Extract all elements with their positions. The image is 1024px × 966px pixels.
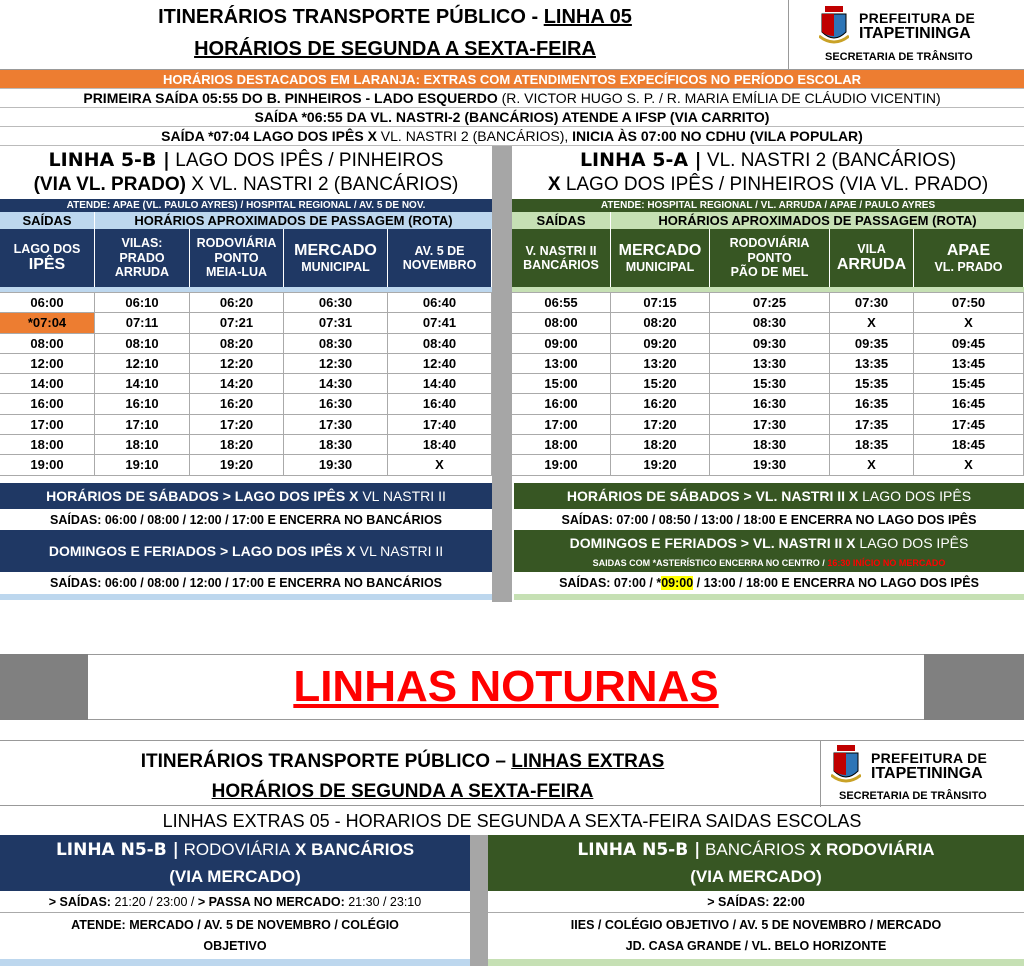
table-row	[0, 293, 492, 313]
table-row	[512, 334, 1024, 354]
table-cell: 17:10	[95, 415, 190, 434]
orange-notice: HORÁRIOS DESTACADOS EM LARANJA: EXTRAS COM ATENDIMENTOS EXPECÍFICOS NO PERÍODO ESCOLAR	[0, 70, 1024, 89]
banner-left-block	[0, 654, 88, 720]
column-header: VILAS: PRADO ARRUDA	[95, 229, 190, 287]
table-cell: 19:30	[710, 455, 830, 474]
table-cell: 13:45	[914, 354, 1024, 373]
table-cell: 15:35	[830, 374, 914, 393]
table-row	[0, 334, 492, 354]
table-cell: 17:00	[0, 415, 95, 434]
table-cell: 17:20	[611, 415, 710, 434]
column-header: APAE VL. PRADO	[914, 229, 1024, 287]
table-cell: 06:10	[95, 293, 190, 312]
rota-header: HORÁRIOS APROXIMADOS DE PASSAGEM (ROTA)	[134, 213, 453, 228]
table-cell: 15:20	[611, 374, 710, 393]
table-cell: 19:00	[512, 455, 611, 474]
table-cell: 17:00	[512, 415, 611, 434]
column-header: LAGO DOS IPÊS	[0, 229, 95, 287]
line-5b-subtitle: (VIA VL. PRADO) X VL. NASTRI 2 (BANCÁRIOS)	[33, 174, 459, 195]
table-cell: 07:30	[830, 293, 914, 312]
column-header: RODOVIÁRIA PONTO PÃO DE MEL	[710, 229, 830, 287]
extras-title: LINHAS EXTRAS 05 - HORARIOS DE SEGUNDA A SEXTA-FEIRA SAIDAS ESCOLAS	[162, 810, 862, 831]
page-header	[0, 0, 1024, 70]
table-row	[512, 415, 1024, 435]
table-row	[0, 313, 492, 333]
right-footer-strip	[514, 594, 1024, 600]
noturnas-banner: LINHAS NOTURNAS	[88, 654, 924, 720]
n5b-right-title: LINHA N5-B | BANCÁRIOS X RODOVIÁRIA (VIA MERCADO)	[488, 835, 1024, 891]
table-row	[512, 455, 1024, 475]
table-cell: 12:00	[0, 354, 95, 373]
table-row	[512, 293, 1024, 313]
line-5a-column-headers	[512, 229, 1024, 287]
page-subtitle: HORÁRIOS DE SEGUNDA A SEXTA-FEIRA	[194, 38, 596, 60]
table-cell: 09:35	[830, 334, 914, 353]
banner-right-block	[924, 654, 1024, 720]
table-cell: 18:20	[190, 435, 284, 454]
table-cell: 08:10	[95, 334, 190, 353]
line-5a-subtitle: X LAGO DOS IPÊS / PINHEIROS (VIA VL. PRADO)	[547, 174, 989, 195]
table-cell: X	[830, 313, 914, 332]
table-cell: 16:00	[0, 394, 95, 413]
table-cell: 16:45	[914, 394, 1024, 413]
logo-line3: SECRETARIA DE TRÂNSITO	[839, 790, 987, 802]
line-5b-header-row	[0, 212, 492, 229]
table-cell: 07:21	[190, 313, 284, 332]
table-cell: 17:40	[388, 415, 492, 434]
table-cell: X	[388, 455, 492, 474]
table-cell: 17:30	[284, 415, 388, 434]
table-cell: 18:20	[611, 435, 710, 454]
left-sunday-times: SAÍDAS: 06:00 / 08:00 / 12:00 / 17:00 E ENCERRA NO BANCÁRIOS	[49, 576, 443, 590]
table-cell: X	[914, 313, 1024, 332]
table-cell: 07:50	[914, 293, 1024, 312]
table-cell: 16:40	[388, 394, 492, 413]
saidas-header: SAÍDAS	[512, 212, 611, 229]
table-cell: 07:11	[95, 313, 190, 332]
table-cell: 09:20	[611, 334, 710, 353]
logo-line1: PREFEITURA DE	[859, 10, 976, 26]
column-header: MERCADO MUNICIPAL	[284, 229, 388, 287]
notice-line2: SAÍDA *06:55 DA VL. NASTRI-2 (BANCÁRIOS) ATENDE A IFSP (VIA CARRITO)	[0, 108, 1024, 127]
table-cell: 15:00	[512, 374, 611, 393]
column-header: VILA ARRUDA	[830, 229, 914, 287]
table-cell: 18:35	[830, 435, 914, 454]
n5b-left-atende: ATENDE: MERCADO / AV. 5 DE NOVEMBRO / COLÉGIO OBJETIVO	[71, 918, 399, 953]
table-cell: 12:10	[95, 354, 190, 373]
table-row	[512, 313, 1024, 333]
city-crest-icon	[819, 6, 849, 46]
table-cell: 07:41	[388, 313, 492, 332]
left-saturday-title: HORÁRIOS DE SÁBADOS > LAGO DOS IPÊS X VL NASTRI II	[0, 483, 492, 509]
table-cell: 06:40	[388, 293, 492, 312]
table-cell: 08:20	[190, 334, 284, 353]
table-row	[512, 394, 1024, 414]
prefeitura-logo	[788, 0, 1024, 70]
column-header: AV. 5 DE NOVEMBRO	[388, 229, 492, 287]
column-separator	[492, 146, 512, 602]
table-cell: 06:55	[512, 293, 611, 312]
table-cell: 19:20	[190, 455, 284, 474]
table-cell: 13:00	[512, 354, 611, 373]
table-row	[512, 435, 1024, 455]
line-5a-schedule	[512, 293, 1024, 476]
left-saturday-times: SAÍDAS: 06:00 / 08:00 / 12:00 / 17:00 E ENCERRA NO BANCÁRIOS	[49, 512, 443, 527]
table-cell: X	[830, 455, 914, 474]
column-header: RODOVIÁRIA PONTO MEIA-LUA	[190, 229, 284, 287]
logo-line2: ITAPETININGA	[859, 25, 971, 42]
table-cell: 14:10	[95, 374, 190, 393]
line-5b-schedule	[0, 293, 492, 476]
saidas-header: SAÍDAS	[0, 212, 95, 229]
table-cell: 08:40	[388, 334, 492, 353]
table-cell: 18:10	[95, 435, 190, 454]
column-separator-2	[470, 835, 488, 966]
table-row	[0, 394, 492, 414]
right-footer-strip-2	[488, 959, 1024, 966]
table-cell: 17:20	[190, 415, 284, 434]
left-sunday-title: DOMINGOS E FERIADOS > LAGO DOS IPÊS X VL NASTRI II	[0, 530, 492, 572]
table-cell: 16:30	[284, 394, 388, 413]
line-5b-title: LINHA 5-B | LAGO DOS IPÊS / PINHEIROS	[48, 149, 444, 171]
right-saturday-title: HORÁRIOS DE SÁBADOS > VL. NASTRI II X LAGO DOS IPÊS	[514, 483, 1024, 509]
table-cell: 14:40	[388, 374, 492, 393]
table-cell: 13:20	[611, 354, 710, 373]
n5b-left-title: LINHA N5-B | RODOVIÁRIA X BANCÁRIOS (VIA MERCADO)	[0, 835, 470, 891]
right-sunday-times: SAÍDAS: 07:00 / * 09:00 / 13:00 / 18:00 E ENCERRA NO LAGO DOS IPÊS	[559, 576, 979, 590]
table-cell: 19:10	[95, 455, 190, 474]
prefeitura-logo-2	[820, 741, 1024, 807]
table-cell: 16:00	[512, 394, 611, 413]
table-cell: 18:45	[914, 435, 1024, 454]
table-cell: 12:40	[388, 354, 492, 373]
n5b-right-atende: IIES / COLÉGIO OBJETIVO / AV. 5 DE NOVEMBRO / MERCADO JD. CASA GRANDE / VL. BELO HORIZONTE	[570, 918, 942, 953]
table-cell: 18:00	[512, 435, 611, 454]
table-cell: 09:00	[512, 334, 611, 353]
table-cell: 16:10	[95, 394, 190, 413]
rota-header: HORÁRIOS APROXIMADOS DE PASSAGEM (ROTA)	[658, 213, 977, 228]
table-cell: 18:00	[0, 435, 95, 454]
column-header: V. NASTRI II BANCÁRIOS	[512, 229, 611, 287]
line-5b-atende: ATENDE: APAE (VL. PAULO AYRES) / HOSPITAL REGIONAL / AV. 5 DE NOV.	[0, 199, 492, 212]
table-cell: 15:45	[914, 374, 1024, 393]
table-cell: 13:35	[830, 354, 914, 373]
table-cell: 19:30	[284, 455, 388, 474]
line-5a-title: LINHA 5-A | VL. NASTRI 2 (BANCÁRIOS)	[579, 149, 957, 171]
table-row	[0, 455, 492, 475]
table-cell: 08:00	[0, 334, 95, 353]
table-cell: 19:00	[0, 455, 95, 474]
table-cell: 06:30	[284, 293, 388, 312]
table-row	[512, 374, 1024, 394]
n5b-left-saidas: > SAÍDAS: 21:20 / 23:00 / > PASSA NO MERCADO: 21:30 / 23:10	[0, 891, 470, 913]
table-cell: 17:35	[830, 415, 914, 434]
table-row	[0, 435, 492, 455]
table-cell: 14:00	[0, 374, 95, 393]
column-header: MERCADO MUNICIPAL	[611, 229, 710, 287]
line-5a-atende: ATENDE: HOSPITAL REGIONAL / VL. ARRUDA / APAE / PAULO AYRES	[512, 199, 1024, 212]
logo-line2: ITAPETININGA	[871, 765, 983, 782]
table-cell: *07:04	[0, 313, 95, 332]
line-5b-column-headers	[0, 229, 492, 287]
table-cell: 08:00	[512, 313, 611, 332]
table-cell: 19:20	[611, 455, 710, 474]
table-cell: 18:30	[284, 435, 388, 454]
table-cell: 09:30	[710, 334, 830, 353]
table-cell: 14:30	[284, 374, 388, 393]
table-cell: 06:00	[0, 293, 95, 312]
table-cell: 08:30	[710, 313, 830, 332]
table-cell: 06:20	[190, 293, 284, 312]
table-cell: 08:20	[611, 313, 710, 332]
table-cell: 15:30	[710, 374, 830, 393]
left-footer-strip	[0, 594, 492, 600]
table-cell: 18:30	[710, 435, 830, 454]
logo-line3: SECRETARIA DE TRÂNSITO	[825, 51, 973, 63]
right-sunday-title: DOMINGOS E FERIADOS > VL. NASTRI II X LAGO DOS IPÊS SAIDAS COM *ASTERÍSTICO ENCERRA NO CENTRO / 16:30 INÍCIO NO MERCADO	[514, 530, 1024, 572]
notice-line3: SAÍDA *07:04 LAGO DOS IPÊS X VL. NASTRI 2 (BANCÁRIOS), INICIA ÀS 07:00 NO CDHU (VILA POPULAR)	[0, 127, 1024, 146]
table-cell: 12:30	[284, 354, 388, 373]
city-crest-icon	[831, 745, 861, 785]
table-cell: 14:20	[190, 374, 284, 393]
table-cell: 16:20	[611, 394, 710, 413]
table-cell: 13:30	[710, 354, 830, 373]
table-cell: 07:15	[611, 293, 710, 312]
table-cell: 07:31	[284, 313, 388, 332]
table-row	[0, 415, 492, 435]
table-row	[0, 354, 492, 374]
line-5a-header-row	[512, 212, 1024, 229]
line-5b-panel	[0, 146, 492, 476]
left-footer-strip-2	[0, 959, 470, 966]
table-cell: 16:35	[830, 394, 914, 413]
table-cell: 16:30	[710, 394, 830, 413]
table-cell: 07:25	[710, 293, 830, 312]
table-cell: 08:30	[284, 334, 388, 353]
table-cell: 16:20	[190, 394, 284, 413]
n5b-right-saidas: > SAÍDAS: 22:00	[488, 891, 1024, 913]
logo-line1: PREFEITURA DE	[871, 750, 988, 766]
table-row	[0, 374, 492, 394]
table-cell: 18:40	[388, 435, 492, 454]
noturnas-subtitle: HORÁRIOS DE SEGUNDA A SEXTA-FEIRA	[211, 781, 594, 802]
line-5a-panel	[512, 146, 1024, 476]
table-row	[512, 354, 1024, 374]
right-sunday-note: SAIDAS COM *ASTERÍSTICO ENCERRA NO CENTRO / 16:30 INÍCIO NO MERCADO	[592, 558, 946, 568]
table-cell: X	[914, 455, 1024, 474]
notice-line1: PRIMEIRA SAÍDA 05:55 DO B. PINHEIROS - LADO ESQUERDO (R. VICTOR HUGO S. P. / R. MARIA EMÍLIA DE CLÁUDIO VICENTIN)	[0, 89, 1024, 108]
noturnas-header	[0, 740, 1024, 806]
right-saturday-times: SAÍDAS: 07:00 / 08:50 / 13:00 / 18:00 E ENCERRA NO LAGO DOS IPÊS	[561, 512, 977, 527]
page-title: ITINERÁRIOS TRANSPORTE PÚBLICO - LINHA 05	[158, 6, 632, 28]
table-cell: 12:20	[190, 354, 284, 373]
table-cell: 17:45	[914, 415, 1024, 434]
table-cell: 17:30	[710, 415, 830, 434]
noturnas-title: ITINERÁRIOS TRANSPORTE PÚBLICO – LINHAS EXTRAS	[140, 751, 665, 772]
table-cell: 09:45	[914, 334, 1024, 353]
